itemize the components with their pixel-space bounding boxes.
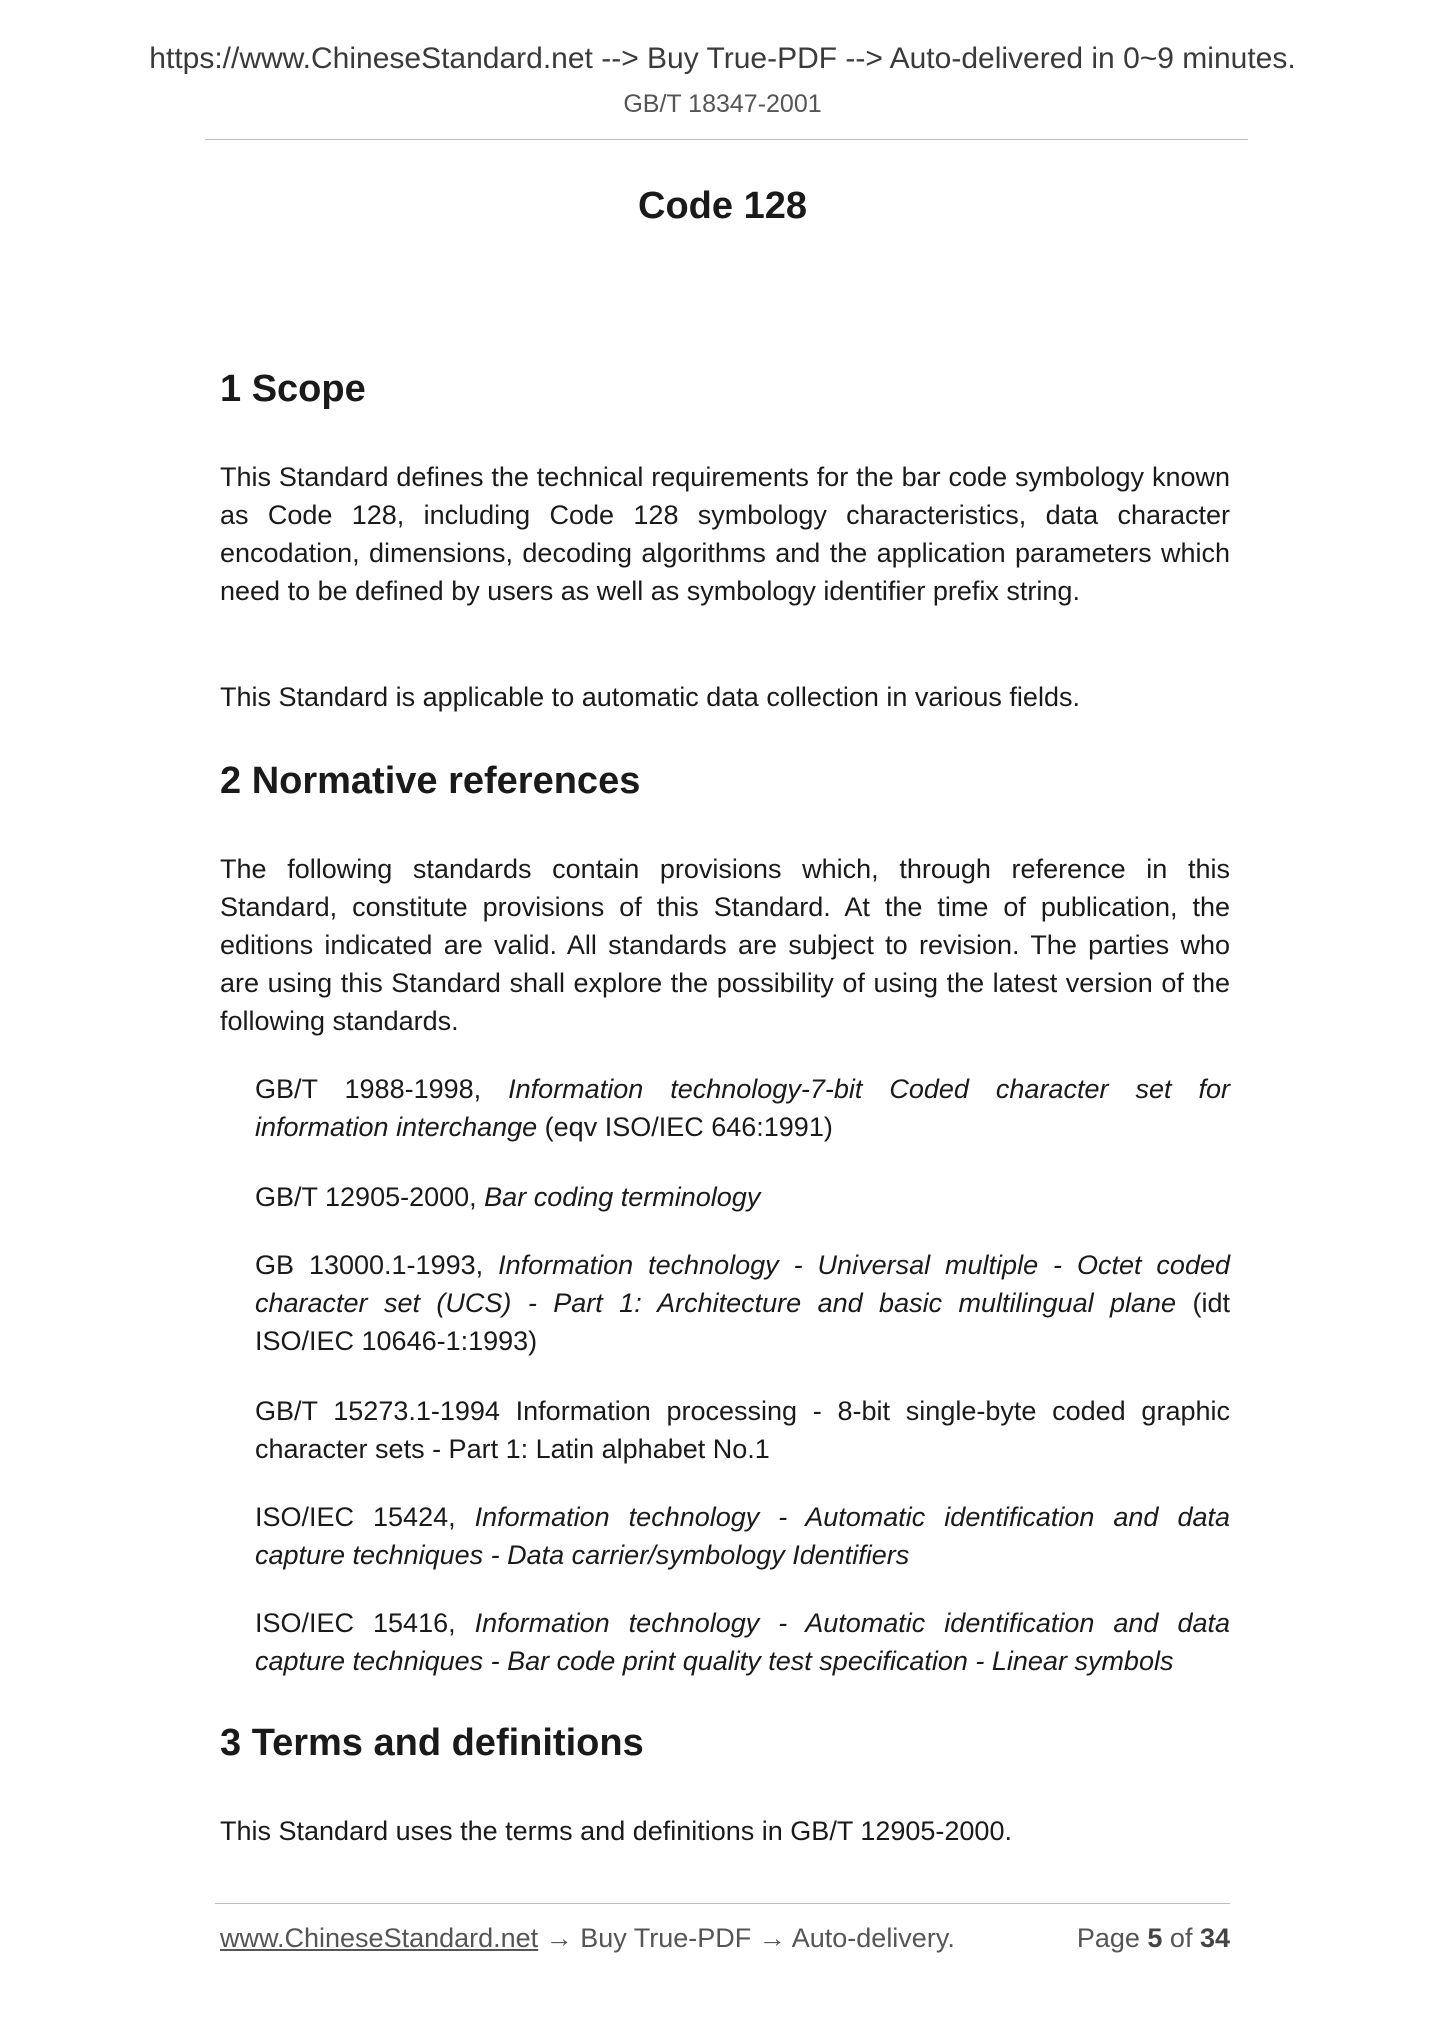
header-divider (205, 139, 1248, 140)
section-heading-scope: 1 Scope (220, 368, 366, 410)
terms-paragraph: This Standard uses the terms and definitions in GB/T 12905-2000. (220, 1816, 1012, 1846)
reference-item: ISO/IEC 15416, Information technology - Automatic identification and data capture techniques - Bar code print quality test specification - Linear symbols (255, 1608, 1231, 1676)
page-total: 34 (1199, 1923, 1230, 1953)
normative-intro: The following standards contain provisions which, through reference in this Standard, constitute provisions of this Standard. At the time of publication, the editions indicated are valid. All standards are subject to revision. The parties who are using this Standard shall explore the possibility of using the latest version of the following standards. (220, 854, 1230, 1036)
reference-item: GB/T 15273.1-1994 Information processing - 8-bit single-byte coded graphic character sets - Part 1: Latin alphabet No.1 (255, 1396, 1230, 1464)
reference-item: GB/T 1988-1998, Information technology-7-bit Coded character set for information interchange (eqv ISO/IEC 646:1991) (255, 1074, 1230, 1142)
footer-divider (215, 1903, 1230, 1904)
footer-site-link[interactable]: www.ChineseStandard.net (220, 1923, 539, 1953)
footer-tagline: → Buy True-PDF → Auto-delivery. (538, 1923, 955, 1953)
page-number: 5 (1147, 1923, 1163, 1953)
header-standard-code: GB/T 18347-2001 (623, 90, 822, 118)
reference-item: ISO/IEC 15424, Information technology - Automatic identification and data capture techniques - Data carrier/symbology Identifiers (255, 1502, 1231, 1570)
document-title: Code 128 (638, 185, 807, 227)
scope-paragraph-2: This Standard is applicable to automatic data collection in various fields. (220, 682, 1080, 712)
page-indicator: Page 5 of 34 (1076, 1923, 1230, 1953)
section-heading-terms: 3 Terms and definitions (220, 1722, 644, 1764)
section-heading-normative: 2 Normative references (220, 760, 641, 802)
scope-paragraph-1: This Standard defines the technical requirements for the bar code symbology known as Code 128, including Code 128 symbology characteristics, data character encodation, dimensions, decoding algorithms and the application parameters which need to be defined by users as well as symbology identifier prefix string. (220, 462, 1230, 606)
reference-item: GB/T 12905-2000, Bar coding terminology (255, 1182, 761, 1212)
page-footer (220, 1923, 1230, 1954)
header-url-line: https://www.ChineseStandard.net --> Buy True-PDF --> Auto-delivered in 0~9 minutes. (149, 42, 1296, 75)
reference-item: GB 13000.1-1993, Information technology - Universal multiple - Octet coded character set (UCS) - Part 1: Architecture and basic multilingual plane (idt ISO/IEC 10646-1:1993) (255, 1250, 1231, 1356)
